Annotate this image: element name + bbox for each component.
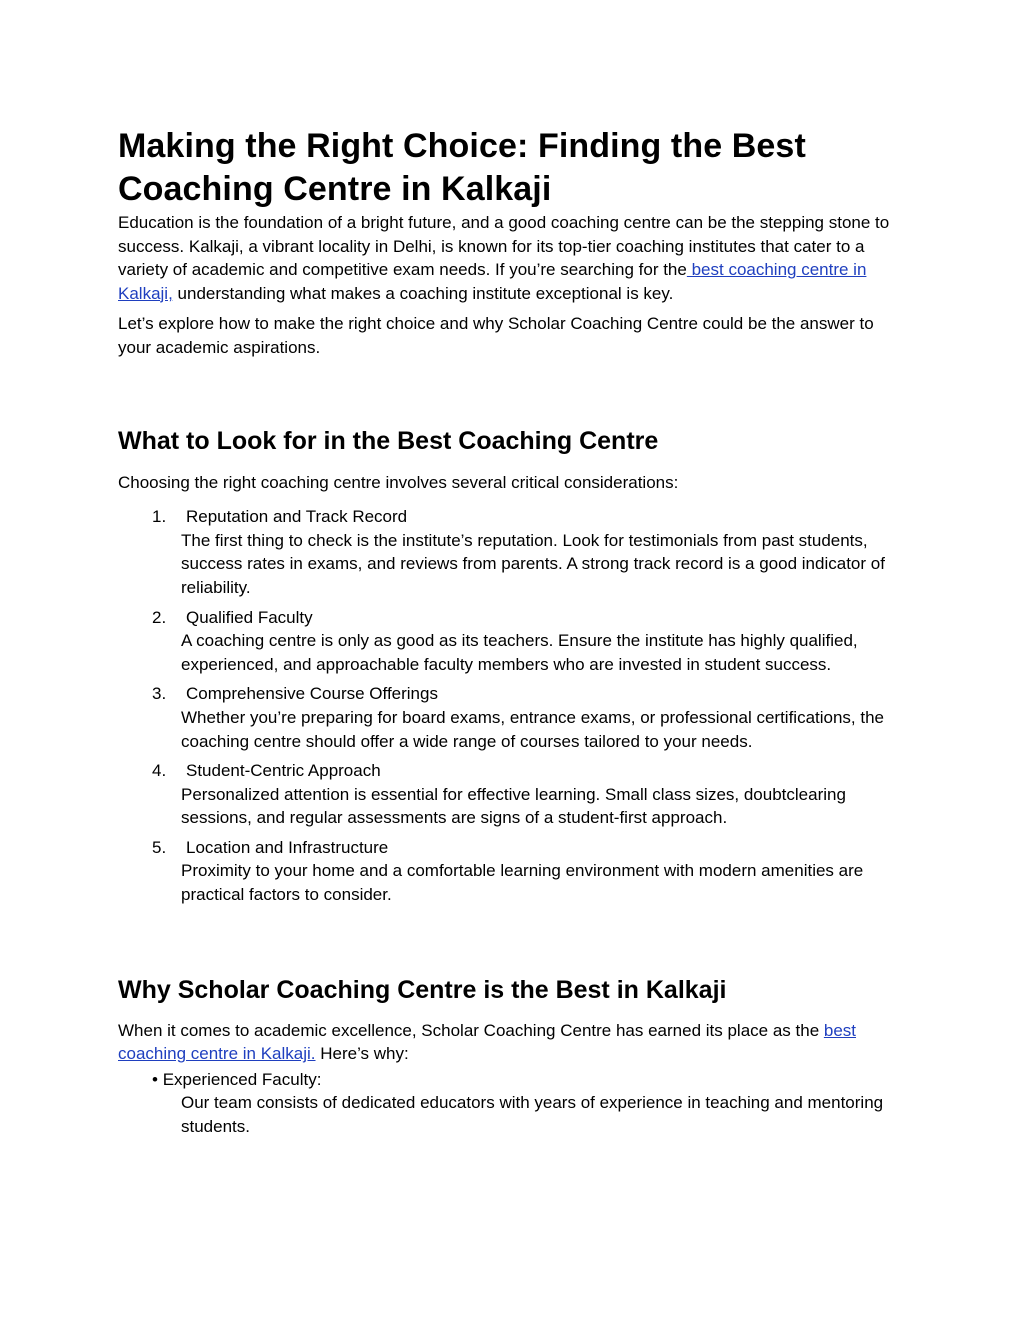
list-item-description: Proximity to your home and a comfortable learning environment with modern amenities are practical factors to consider. (181, 861, 864, 905)
list-number: 3. (152, 684, 167, 704)
section-heading-why-scholar: Why Scholar Coaching Centre is the Best in Kalkaji (118, 975, 727, 1004)
list-item-title: Qualified Faculty (186, 607, 313, 627)
best-coaching-centre-link-2[interactable]: best coaching centre in Kalkaji. (118, 1020, 857, 1064)
list-item-description: Whether you’re preparing for board exams, entrance exams, or professional certifications, the coaching centre should offer a wide range of courses tailored to your needs. (181, 707, 885, 751)
section-heading-criteria: What to Look for in the Best Coaching Centre (118, 426, 659, 455)
list-item (118, 836, 898, 907)
list-item-title: Location and Infrastructure (186, 837, 389, 857)
list-item (118, 682, 898, 753)
list-item (118, 759, 898, 830)
list-item (118, 1068, 898, 1139)
intro-paragraph (118, 211, 898, 305)
lead-text-after-link: Here’s why: (315, 1044, 409, 1064)
bullet-heading (152, 1068, 898, 1092)
list-item-title: Reputation and Track Record (186, 507, 408, 527)
criteria-list (118, 505, 898, 907)
document-page (118, 125, 898, 1139)
list-item (118, 505, 898, 599)
best-coaching-centre-link[interactable]: best coaching centre in Kalkaji, (118, 260, 867, 303)
reasons-list (118, 1068, 898, 1139)
page-title: Making the Right Choice: Finding the Best Coaching Centre in Kalkaji (118, 127, 806, 208)
list-item (118, 606, 898, 677)
lead-text-before-link: When it comes to academic excellence, Scholar Coaching Centre has earned its place as the (118, 1020, 824, 1040)
intro-paragraph-2: Let’s explore how to make the right choice and why Scholar Coaching Centre could be the answer to your academic aspirations. (118, 314, 874, 357)
list-item-description: A coaching centre is only as good as its teachers. Ensure the institute has highly qualified, experienced, and approachable faculty members who are invested in student success. (181, 631, 858, 674)
section-lead-criteria: Choosing the right coaching centre involves several critical considerations: (118, 472, 679, 492)
list-number: 2. (152, 607, 167, 627)
list-number: 4. (152, 761, 167, 781)
intro-text-after-link: understanding what makes a coaching institute exceptional is key. (172, 283, 674, 303)
list-number: 1. (152, 507, 167, 527)
list-number: 5. (152, 837, 167, 857)
bullet-icon: • (152, 1069, 158, 1089)
list-item-title: Comprehensive Course Offerings (186, 684, 438, 704)
intro-text-before-link: Education is the foundation of a bright future, and a good coaching centre can be the stepping stone to success. Kalkaji, a vibrant locality in Delhi, is known for its top-tier coaching institutes that cater to a variety of academic and competitive exam needs. If you’re searching for the (118, 213, 890, 280)
bullet-title: Experienced Faculty: (162, 1069, 322, 1089)
list-item-description: The first thing to check is the institute’s reputation. Look for testimonials from past students, success rates in exams, and reviews from parents. A strong track record is a good indicator of reliability. (181, 530, 885, 597)
section-lead-why-scholar (118, 1019, 898, 1066)
bullet-description: Our team consists of dedicated educators with years of experience in teaching and mentoring students. (181, 1093, 884, 1137)
list-item-title: Student-Centric Approach (186, 761, 381, 781)
list-item-description: Personalized attention is essential for effective learning. Small class sizes, doubtclearing sessions, and regular assessments are signs of a student-first approach. (181, 784, 846, 828)
